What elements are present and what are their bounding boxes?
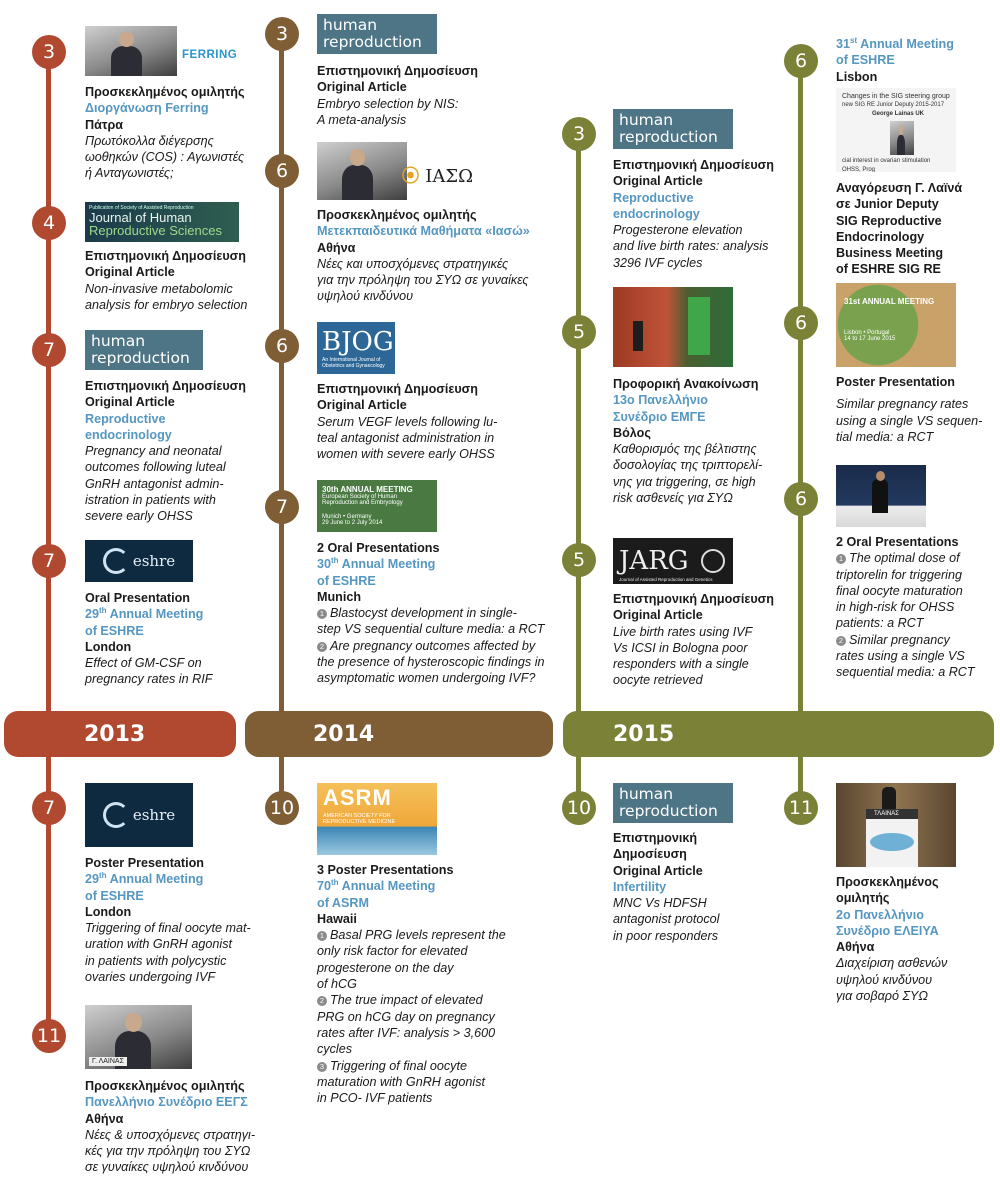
entry-event: endocrinology (85, 427, 172, 442)
entry-place: Αθήνα (85, 1111, 124, 1126)
year-label-2015: 2015 (613, 721, 675, 747)
entry-event: 13ο Πανελλήνιο (613, 393, 708, 408)
entry-type: Business Meeting (836, 246, 944, 261)
speaker-podium-photo (836, 783, 956, 867)
entry-2014-hr (317, 63, 517, 128)
doc-line: Changes in the SIG steering group (842, 93, 950, 100)
entry-desc: risk ασθενείς για ΣΥΩ (613, 491, 733, 506)
timeline-line-2015a-top (576, 130, 581, 720)
entry-desc: Non-invasive metabolomic (85, 281, 233, 296)
entry-2015-oral (836, 534, 996, 681)
entry-type: Oral Presentation (85, 591, 190, 605)
entry-type: Επιστημονική Δημοσίευση (317, 64, 478, 78)
year-bar-2013 (4, 711, 236, 757)
logo-text: human (619, 785, 674, 803)
entry-event: Reproductive (85, 411, 166, 426)
entry-desc: Effect of GM-CSF on (85, 656, 202, 671)
entry-type: Προσκεκλημένος ομιλητής (85, 85, 245, 99)
doc-line: cial interest in ovarian stimulation OHSS, Prog (842, 158, 931, 172)
entry-desc: Πρωτόκολλα διέγερσης (85, 133, 214, 148)
entry-desc: oocyte retrieved (613, 673, 703, 688)
count-circle: 3 (32, 35, 66, 69)
count-circle: 6 (265, 154, 299, 188)
speaker-photo (85, 1005, 192, 1069)
entry-event: of ESHRE (836, 53, 895, 68)
list-item: 2 Are pregnancy outcomes affected by (317, 638, 562, 654)
entry-type: 2 Oral Presentations (836, 535, 959, 549)
count-circle: 4 (32, 206, 66, 240)
list-item: final oocyte maturation (836, 583, 963, 598)
list-item: triptorelin for triggering (836, 567, 962, 582)
entry-type: SIG Reproductive (836, 213, 942, 228)
list-item: sequential media: a RCT (836, 665, 975, 680)
count-circle: 7 (32, 544, 66, 578)
year-label-2014: 2014 (313, 721, 375, 747)
count-circle: 3 (562, 117, 596, 151)
entry-event: 70th Annual Meeting (317, 878, 436, 894)
entry-event: of ESHRE (85, 623, 144, 638)
entry-event: of ESHRE (317, 573, 376, 588)
entry-sub: Original Article (85, 395, 175, 410)
count-circle: 10 (562, 791, 596, 825)
entry-type: Poster Presentation (85, 856, 204, 870)
conference-photo (613, 287, 733, 367)
entry-2014-eshre (317, 540, 562, 687)
entry-event: endocrinology (613, 206, 700, 221)
count-circle: 11 (784, 791, 818, 825)
entry-event: Reproductive (613, 190, 694, 205)
entry-type: 3 Poster Presentations (317, 863, 454, 877)
list-item: maturation with GnRH agonist (317, 1074, 485, 1089)
eshre-2014-banner (317, 480, 437, 532)
entry-2015-eshre-header (836, 36, 996, 85)
entry-2013-eegs (85, 1078, 270, 1176)
timeline-line-2014-top (279, 40, 284, 720)
ferring-logo: FERRING (182, 49, 238, 61)
entry-place: Αθήνα (836, 940, 875, 955)
banner-date: 29 June to 2 July 2014 (322, 520, 383, 526)
eshre-logo (85, 783, 193, 847)
count-circle: 7 (32, 791, 66, 825)
count-circle: 5 (562, 543, 596, 577)
entry-type: σε Junior Deputy (836, 197, 939, 212)
entry-desc: women with severe early OHSS (317, 447, 495, 462)
list-item: patients: a RCT (836, 616, 924, 631)
entry-type: Επιστημονική Δημοσίευση (85, 379, 246, 393)
list-item: rates after IVF: analysis > 3,600 (317, 1025, 496, 1040)
year-bar-2014 (245, 711, 553, 757)
entry-desc: ή Ανταγωνιστές; (85, 166, 174, 181)
entry-type: Επιστημονική Δημοσίευση (613, 158, 774, 172)
entry-desc: analysis for embryo selection (85, 297, 248, 312)
entry-2015-eleiya (836, 874, 996, 1004)
count-circle: 5 (562, 315, 596, 349)
entry-sub: Original Article (317, 398, 407, 413)
count-circle: 3 (265, 17, 299, 51)
entry-2013-eshre-oral (85, 590, 260, 688)
entry-type: of ESHRE SIG RE (836, 262, 941, 277)
entry-type: Δημοσίευση (613, 847, 687, 862)
entry-place: Munich (317, 589, 362, 604)
list-item: 3 Triggering of final oocyte (317, 1058, 532, 1074)
entry-desc: tial media: a RCT (836, 429, 934, 444)
logo-text: human (323, 16, 378, 34)
list-item: 1 Basal PRG levels represent the (317, 927, 532, 943)
logo-text: human (91, 332, 146, 350)
conference-photo (836, 465, 926, 527)
entry-desc: using a single VS sequen- (836, 413, 983, 428)
entry-type: Αναγόρευση Γ. Λαϊνά (836, 181, 963, 195)
entry-desc: δοσολογίας της τριπτορελί- (613, 458, 763, 473)
list-item: in PCO- IVF patients (317, 1091, 433, 1106)
entry-place: Βόλος (613, 425, 651, 440)
entry-event: Infertility (613, 879, 667, 894)
entry-desc: Vs ICSI in Bologna poor (613, 640, 748, 655)
entry-event: 30th Annual Meeting (317, 556, 436, 572)
entry-type: Προσκεκλημένος ομιλητής (317, 208, 477, 222)
entry-desc: Similar pregnancy rates (836, 397, 969, 412)
entry-desc: istration in patients with (85, 493, 216, 508)
logo-text: ASRM (323, 785, 392, 810)
entry-2013-ferring (85, 84, 255, 182)
entry-event: Διοργάνωση Ferring (85, 101, 209, 116)
entry-desc: ωοθηκών (COS) : Αγωνιστές (85, 150, 245, 165)
entry-desc: Live birth rates using IVF (613, 624, 753, 639)
entry-event: of ESHRE (85, 888, 144, 903)
entry-type: 2 Oral Presentations (317, 541, 440, 555)
count-circle: 7 (32, 333, 66, 367)
entry-desc: MNC Vs HDFSH (613, 896, 707, 911)
entry-desc: Embryo selection by NIS: (317, 96, 459, 111)
entry-place: London (85, 639, 132, 654)
human-reproduction-logo (85, 330, 203, 370)
entry-desc: GnRH antagonist admin- (85, 476, 224, 491)
entry-event: 29th Annual Meeting (85, 606, 204, 622)
entry-desc: Triggering of final oocyte mat- (85, 921, 251, 936)
photo-caption: ΤΛΑΙΝΑΣ (874, 811, 899, 817)
entry-2015-poster (836, 374, 996, 445)
entry-desc: Διαχείριση ασθενών (836, 956, 948, 971)
entry-desc: outcomes following luteal (85, 460, 226, 475)
entry-type: Επιστημονική (613, 831, 698, 845)
entry-event: Πανελλήνιο Συνέδριο ΕΕΓΣ (85, 1095, 248, 1110)
count-circle: 6 (784, 44, 818, 78)
entry-type: Επιστημονική Δημοσίευση (613, 592, 774, 606)
entry-type: Επιστημονική Δημοσίευση (317, 382, 478, 396)
list-item: rates using a single VS (836, 649, 965, 664)
entry-2014-bjog (317, 381, 527, 462)
human-reproduction-logo (613, 783, 733, 823)
entry-desc: responders with a single (613, 657, 749, 672)
entry-2013-jhrs (85, 248, 260, 313)
entry-2015-jarg (613, 591, 818, 689)
logo-text: ΙΑΣΩ (425, 166, 473, 187)
entry-type: Επιστημονική Δημοσίευση (85, 249, 246, 263)
entry-2014-ieso (317, 207, 567, 305)
logo-text: reproduction (323, 33, 422, 51)
entry-type: Προσκεκλημένος (836, 875, 939, 889)
list-item: of hCG (317, 977, 357, 992)
human-reproduction-logo (613, 109, 733, 149)
list-item: 1 Blastocyst development in single- (317, 605, 562, 621)
count-circle: 6 (784, 306, 818, 340)
doc-line: George Lainas UK (872, 111, 925, 117)
entry-event: of ASRM (317, 895, 369, 910)
list-item: 2 The true impact of elevated (317, 992, 532, 1008)
entry-desc: Νέες και υποσχόμενες στρατηγικές (317, 256, 509, 271)
entry-desc: in patients with polycystic (85, 953, 227, 968)
photo-caption: Γ. ΛΑΙΝΑΣ (89, 1057, 127, 1066)
logo-text: eshre (132, 552, 176, 570)
entry-sub: Original Article (85, 265, 175, 280)
count-circle: 7 (265, 490, 299, 524)
entry-desc: severe early OHSS (85, 509, 193, 524)
speaker-photo (85, 26, 177, 76)
entry-desc: νης για triggering, σε high (613, 474, 756, 489)
asrm-logo (317, 783, 437, 855)
entry-event: Συνέδριο ΕΜΓΕ (613, 409, 706, 424)
banner-date: 14 to 17 June 2015 (844, 336, 896, 342)
entry-2015-sig (836, 180, 996, 278)
entry-type: Endocrinology (836, 229, 925, 244)
entry-desc: για την πρόληψη του ΣΥΩ σε γυναίκες (317, 273, 529, 288)
entry-desc: pregnancy rates in RIF (85, 672, 213, 687)
entry-desc: Νέες & υποσχόμενες στρατηγι- (85, 1127, 256, 1142)
entry-desc: in poor responders (613, 928, 719, 943)
entry-2015-hr-infertility (613, 830, 773, 944)
entry-desc: Progesterone elevation (613, 223, 743, 238)
jhrs-logo-line1: Journal of Human (89, 210, 192, 225)
entry-place: Hawaii (317, 911, 357, 926)
entry-place: London (85, 904, 132, 919)
human-reproduction-logo (317, 14, 437, 54)
doc-line: new SIG RE Junior Deputy 2015-2017 (842, 102, 945, 108)
banner-sub: European Society of Human Reproduction and Embryology (322, 494, 403, 506)
entry-2013-hr (85, 378, 260, 525)
entry-desc: uration with GnRH agonist (85, 937, 232, 952)
logo-text: reproduction (91, 349, 190, 367)
list-item: the presence of hysteroscopic findings in (317, 655, 545, 670)
entry-event: 31st Annual Meeting (836, 35, 954, 51)
list-item: cycles (317, 1042, 352, 1057)
entry-type: Προσκεκλημένος ομιλητής (85, 1079, 245, 1093)
logo-text: eshre (132, 806, 176, 824)
logo-text: reproduction (619, 128, 718, 146)
entry-sub: Original Article (613, 174, 703, 189)
entry-desc: and live birth rates: analysis (613, 239, 769, 254)
entry-desc: teal antagonist administration in (317, 430, 495, 445)
logo-text: reproduction (619, 802, 718, 820)
jhrs-logo-small: Publication of Society of Assisted Reproduction (89, 205, 194, 211)
entry-desc: σε γυναίκες υψηλού κινδύνου (85, 1160, 249, 1175)
entry-desc: υψηλού κινδύνου (836, 972, 933, 987)
entry-desc: υψηλού κινδύνου (317, 289, 414, 304)
entry-desc: antagonist protocol (613, 912, 720, 927)
entry-desc: κές για την πρόληψη του ΣΥΩ (85, 1144, 251, 1159)
list-item: 1 The optimal dose of (836, 550, 996, 566)
jarg-logo (613, 538, 733, 584)
logo-text: BJOG (322, 327, 394, 357)
timeline-line-2013-top (46, 40, 51, 720)
entry-2015-hr (613, 157, 813, 271)
eshre-logo (85, 540, 193, 582)
jhrs-logo-line2: Reproductive Sciences (89, 223, 222, 238)
count-circle: 10 (265, 791, 299, 825)
list-item: PRG on hCG day on pregnancy (317, 1009, 495, 1024)
entry-place: Lisbon (836, 69, 878, 84)
entry-event: Μετεκπαιδευτικά Μαθήματα «Ιασώ» (317, 224, 530, 239)
entry-sub: Original Article (613, 863, 703, 878)
count-circle: 11 (32, 1019, 66, 1053)
entry-desc: A meta-analysis (317, 112, 407, 127)
entry-desc: Pregnancy and neonatal (85, 444, 222, 459)
entry-event: 2ο Πανελλήνιο (836, 907, 924, 922)
entry-desc: ovaries undergoing IVF (85, 970, 216, 985)
entry-event: Συνέδριο ΕΛΕΙΥΑ (836, 923, 939, 938)
list-item: in high-risk for OHSS (836, 600, 955, 615)
bjog-logo (317, 322, 395, 374)
entry-2013-eshre-poster (85, 855, 265, 985)
entry-event: 29th Annual Meeting (85, 871, 204, 887)
year-label-2013: 2013 (84, 721, 146, 747)
entry-desc: για σοβαρό ΣΥΩ (836, 989, 928, 1004)
banner-title: 30th ANNUAL MEETING (322, 485, 413, 494)
banner-title: 31st ANNUAL MEETING (844, 297, 935, 306)
entry-sub: Original Article (317, 80, 407, 95)
count-circle: 6 (265, 329, 299, 363)
list-item: step VS sequential culture media: a RCT (317, 622, 545, 637)
banner-place: Munich • Germany (322, 514, 372, 520)
ieso-logo: ⦿ ΙΑΣΩ (317, 142, 477, 200)
logo-small: An International Journal of Obstetrics and Gynaecology (322, 357, 385, 369)
sig-document (836, 88, 956, 172)
logo-text: human (619, 111, 674, 129)
entry-place: Αθήνα (317, 240, 356, 255)
entry-type: Προφορική Ανακοίνωση (613, 377, 759, 391)
list-item: progesterone on the day (317, 960, 454, 975)
entry-sub: Original Article (613, 608, 703, 623)
entry-type: ομιλητής (836, 891, 890, 906)
logo-sub: AMERICAN SOCIETY FOR REPRODUCTIVE MEDICINE (323, 813, 396, 825)
list-item: 2 Similar pregnancy (836, 632, 996, 648)
entry-desc: Serum VEGF levels following lu- (317, 414, 498, 429)
entry-2014-asrm (317, 862, 532, 1106)
banner-place: Lisbon • Portugal (844, 330, 890, 336)
year-bar-2015 (563, 711, 994, 757)
logo-small: Journal of Assisted Reproduction and Genetics (619, 577, 713, 582)
count-circle: 6 (784, 482, 818, 516)
jhrs-logo (85, 202, 239, 242)
entry-desc: Καθορισμός της βέλτιστης (613, 442, 757, 457)
list-item: asymptomatic women undergoing IVF? (317, 671, 536, 686)
eshre-2015-banner (836, 283, 956, 367)
list-item: only risk factor for elevated (317, 944, 468, 959)
entry-desc: 3296 IVF cycles (613, 255, 703, 270)
entry-place: Πάτρα (85, 117, 123, 132)
logo-text: JARG (619, 546, 689, 576)
entry-type: Poster Presentation (836, 375, 955, 389)
